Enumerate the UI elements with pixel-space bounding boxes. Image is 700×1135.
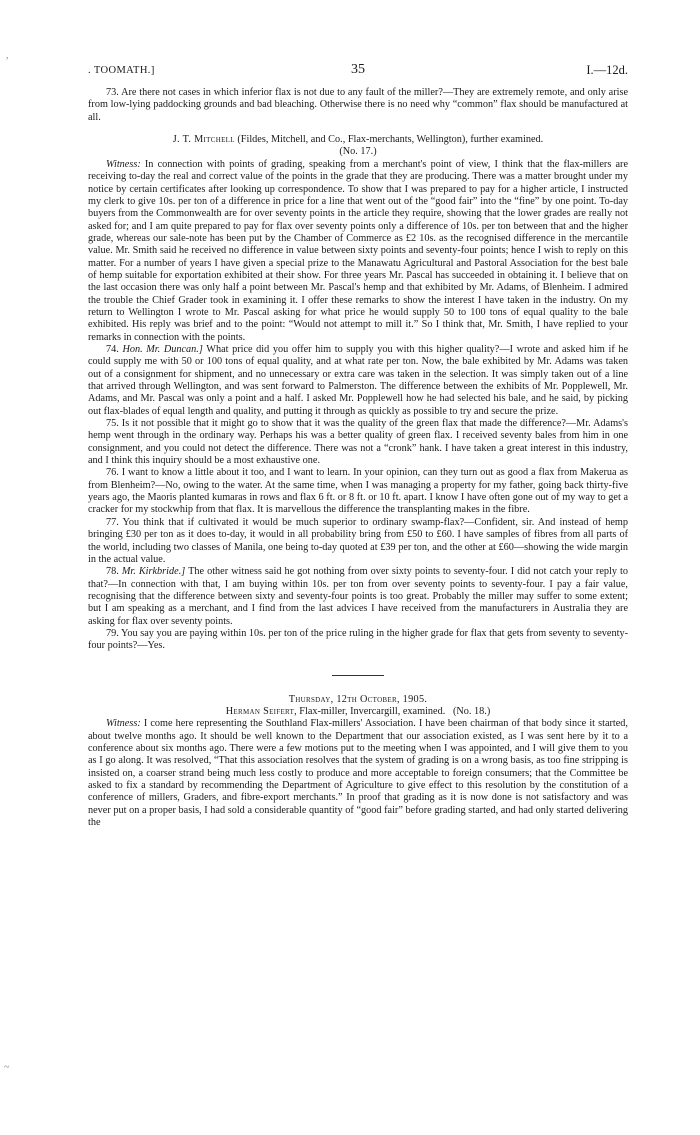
- question-speaker: Mr. Kirkbride.]: [121, 566, 186, 578]
- document-page: [88, 62, 628, 830]
- date-heading: Thursday, 12th October, 1905.: [288, 693, 428, 705]
- header-reference: I.—12d.: [586, 63, 628, 77]
- margin-mark-bottom: ~: [4, 1062, 10, 1073]
- witness-heading-mitchell: [88, 134, 628, 146]
- question-text: What price did you offer him to supply you with this higher quality?—I wrote and asked him if he could supply me with 50 or 100 tons of equal quality, and at what rate per ton. Now, the bale exhibited by Mr. Adams was taken out of a consignment for shipment, and no unnecessary or extra care was taken in the selection. It was simply taken out of a line that arrived through Wellington, and was sent forward to Palmerston. The difference between the exhibits of Mr. Popplewell, Mr. Adams, and Mr. Pascal was only a point and a half. I asked Mr. Popplewell how he had selected his bale, and he said, by picking out flax-blades of equal length and quality, and putting it through as quickly as possible to try and secure the prize.: [88, 344, 629, 417]
- question-number: 78.: [106, 566, 122, 578]
- witness-description: (Fildes, Mitchell, and Co., Flax-merchants, Wellington), further examined.: [234, 134, 544, 146]
- witness-number: (No. 17.): [339, 146, 377, 158]
- question-79: 79. You say you are paying within 10s. per ton of the price ruling in the higher grade for flax that gets from seventy to seventy-four points?—Yes.: [88, 627, 628, 652]
- question-75: 75. Is it not possible that it might go to show that it was the quality of the green flax that made the difference?—Mr. Adams's hemp went through in the ordinary way. Perhaps his was a better quality of green flax. I received seventy bales from him in one consignment, and you could not detect the difference. There was not a “cronk” hank. I have taken a great interest in this industry, and I think this inquiry should be a most exhaustive one.: [88, 418, 628, 467]
- witness-number: (No. 18.): [452, 706, 491, 717]
- page-number: 35: [351, 62, 365, 77]
- witness-statement-seifert: [88, 718, 628, 829]
- question-76: 76. I want to know a little about it too, and I want to learn. In your opinion, can they turn out as good a flax from Makerua as from Blenheim?—No, owing to the water. At the same time, when I was managing a property for my father, going back thirty-five years ago, the Maoris planted kumaras in rows and flax 6 ft. or 8 ft. or 10 ft. apart. I know I have often gone out of my way to get a cracker for my stockwhip from that flax. It is marvellous the difference the transplanting makes in the fibre.: [88, 467, 628, 516]
- witness-description: , Flax-miller, Invercargill, examined.: [294, 706, 446, 717]
- witness-label: Witness:: [106, 718, 141, 730]
- witness-name: J. T. Mitchell: [172, 134, 235, 146]
- question-speaker: Hon. Mr. Duncan.]: [122, 344, 203, 355]
- question-number: 74.: [106, 344, 123, 355]
- witness-statement-text: In connection with points of grading, speaking from a merchant's point of view, I think that the flax-millers are receiving to-day the real and correct value of the points in the grade that they are producing. There was a matter brought under my notice by certain certificates after looking up correspondence. To show that I was prepared to pay for a higher article, I instructed my clerk to give 10s. per ton of a difference in price for a line that went out of the “good fair” into the “fine” by one point. To-day buyers from the Commonwealth are for over seventy points in the article they require, showing that the lower grades are really not asked for; and I am quite prepared to pay for flax over seventy points only a difference of 10s. per ton between that and the higher grade, whereas our sale-note has been put by the Chamber of Commerce as £2 10s. as the recognised difference in the mercantile value. Mr. Smith said he received no difference in value between sixty points and seventy-four points; hence I wish to reply on this matter. For a number of years I have given a special prize to the Manawatu Agricultural and Pastoral Association for the best bale of hemp suitable for exportation exhibited at their show. For three years Mr. Pascal has succeeded in obtaining it. I believe that on the last occasion there was only half a point between Mr. Pascal's hemp and that exhibited by Mr. Adams, of Blenheim. I admired the trouble the Chief Grader took in examining it. I offer these remarks to show the interest I have taken in the industry. On my return to Wellington I wrote to Mr. Pascal asking for what price he would supply 50 to 100 tons of equal quality to the bale exhibited. His reply was brief and to the point: “Would not attempt to mill it.” So I think that, Mr. Smith, I have replied to your remarks in connection with the points.: [88, 158, 628, 343]
- section-divider: [332, 675, 384, 676]
- witness-name: Herman Seifert: [225, 706, 295, 717]
- question-text: The other witness said he got nothing from over sixty points to seventy-four. I did not catch your reply to that?—In connection with that, I am buying within 10s. per ton from over seventy points to seventy-four. I pay a fair value, recognising that the difference between sixty and seventy-four points is too great. Probably the miller may suffer to some extent; but I am speaking as a merchant, and I find from the last advices I have received from the manufacturers in Australia they are asking for flax over seventy points.: [88, 566, 628, 627]
- header-section: . TOOMATH.]: [88, 65, 155, 76]
- witness-label: Witness:: [106, 158, 141, 170]
- page-header: [88, 62, 628, 82]
- question-77: 77. You think that if cultivated it would be much superior to ordinary swamp-flax?—Confident, sir. And instead of hemp bringing £30 per ton as it does to-day, it would in all probability bring from £50 to £60. I have samples of fibres from all parts of the world, including two classes of Manila, one being to-day quoted at £39 per ton, and the other at £60—showing the wide margin in the actual value.: [88, 516, 628, 565]
- question-73: 73. Are there not cases in which inferior flax is not due to any fault of the miller?—They are extremely remote, and only arise from low-lying paddocking grounds and bad bleaching. Otherwise there is no need why “common” flax should be manufactured at all.: [88, 87, 628, 123]
- witness-statement-text: I come here representing the Southland Flax-millers' Association. I have been chairman of that body since it started, about twelve months ago. It should be well known to the Department that our association existed, as I was sent here by it to a conference about six months ago. There were a few motions put to the meeting when I was appointed, and I will give them to you as I go along. It was resolved, “That this association resolves that the system of grading is on a wrong basis, as too fine stripping is insisted on, a coarser strand being much less costly to produce and more acceptable to foreign consumers; that the Committee be asked to fix a standard by recommending the Department of Agriculture to give effect to this resolution by the constitution of a conference of millers, Graders, and fibre-export merchants.” In proof that grading as it is now done is not satisfactory and was never put on a proper basis, I had sold a considerable quantity of “good fair” before grading started, and had only started delivering the: [88, 718, 628, 829]
- witness-statement-mitchell: [88, 159, 628, 344]
- question-78: [88, 566, 628, 628]
- question-74: [88, 344, 628, 418]
- witness-heading-seifert: [88, 706, 628, 718]
- margin-mark-top: ,: [6, 50, 9, 61]
